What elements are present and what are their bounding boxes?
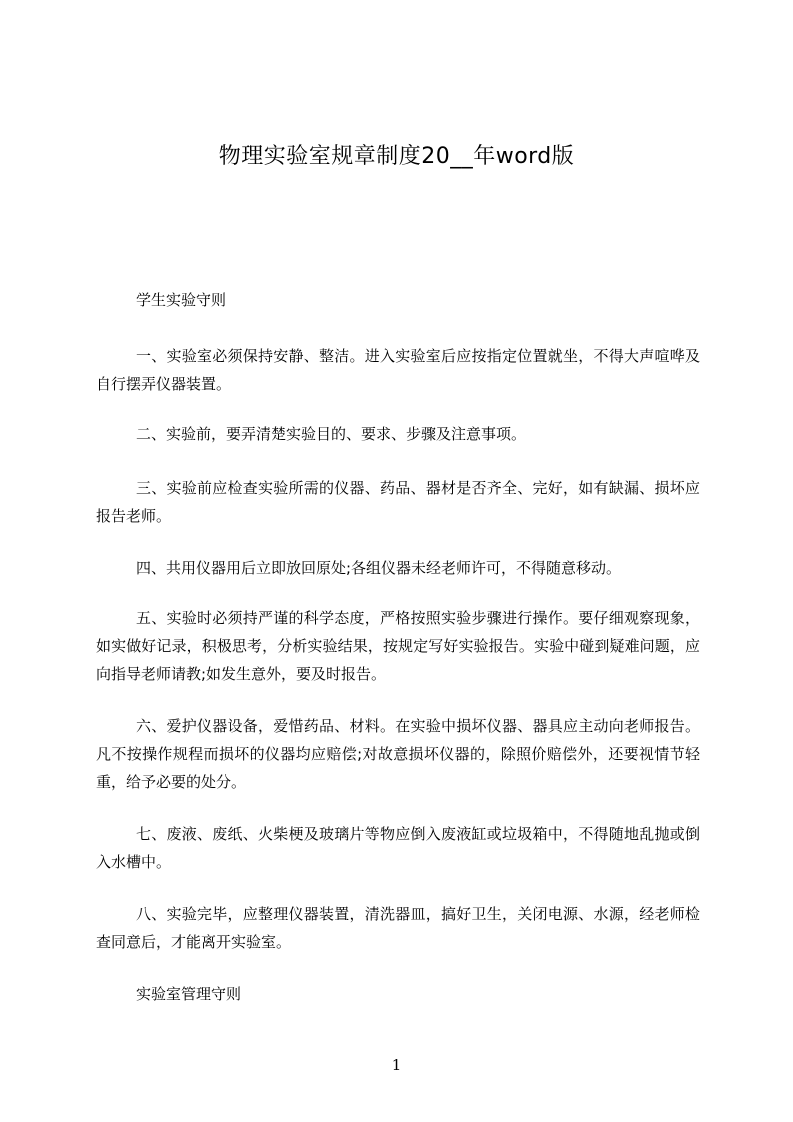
rule-paragraph-3: 三、实验前应检查实验所需的仪器、药品、器材是否齐全、完好，如有缺漏、损坏应报告老师。: [96, 479, 700, 525]
rule-paragraph-7: 七、废液、废纸、火柴梗及玻璃片等物应倒入废液缸或垃圾箱中，不得随地乱抛或倒入水槽中。: [96, 825, 700, 871]
document-title: 物理实验室规章制度20__年word版: [218, 144, 575, 169]
rule-paragraph-6: 六、爱护仪器设备，爱惜药品、材料。在实验中损坏仪器、器具应主动向老师报告。凡不按操作规程而损坏的仪器均应赔偿;对故意损坏仪器的，除照价赔偿外，还要视情节轻重，给予必要的处分。: [96, 717, 700, 791]
page-number: 1: [391, 1056, 402, 1074]
section-heading-student-rules: 学生实验守则: [136, 291, 227, 309]
rule-paragraph-1: 一、实验室必须保持安静、整洁。进入实验室后应按指定位置就坐，不得大声喧哗及自行摆弄仪器装置。: [96, 347, 700, 393]
rule-paragraph-8: 八、实验完毕，应整理仪器装置，清洗器皿，搞好卫生，关闭电源、水源，经老师检查同意后，才能离开实验室。: [96, 905, 700, 951]
rule-paragraph-4: 四、共用仪器用后立即放回原处;各组仪器未经老师许可，不得随意移动。: [136, 559, 622, 577]
rule-paragraph-5: 五、实验时必须持严谨的科学态度，严格按照实验步骤进行操作。要仔细观察现象，如实做好记录，积极思考，分析实验结果，按规定写好实验报告。实验中碰到疑难问题，应向指导老师请教;如发生意外，要及时报告。: [96, 609, 700, 683]
rule-paragraph-2: 二、实验前，要弄清楚实验目的、要求、步骤及注意事项。: [136, 425, 527, 443]
section-heading-lab-management: 实验室管理守则: [136, 985, 242, 1003]
